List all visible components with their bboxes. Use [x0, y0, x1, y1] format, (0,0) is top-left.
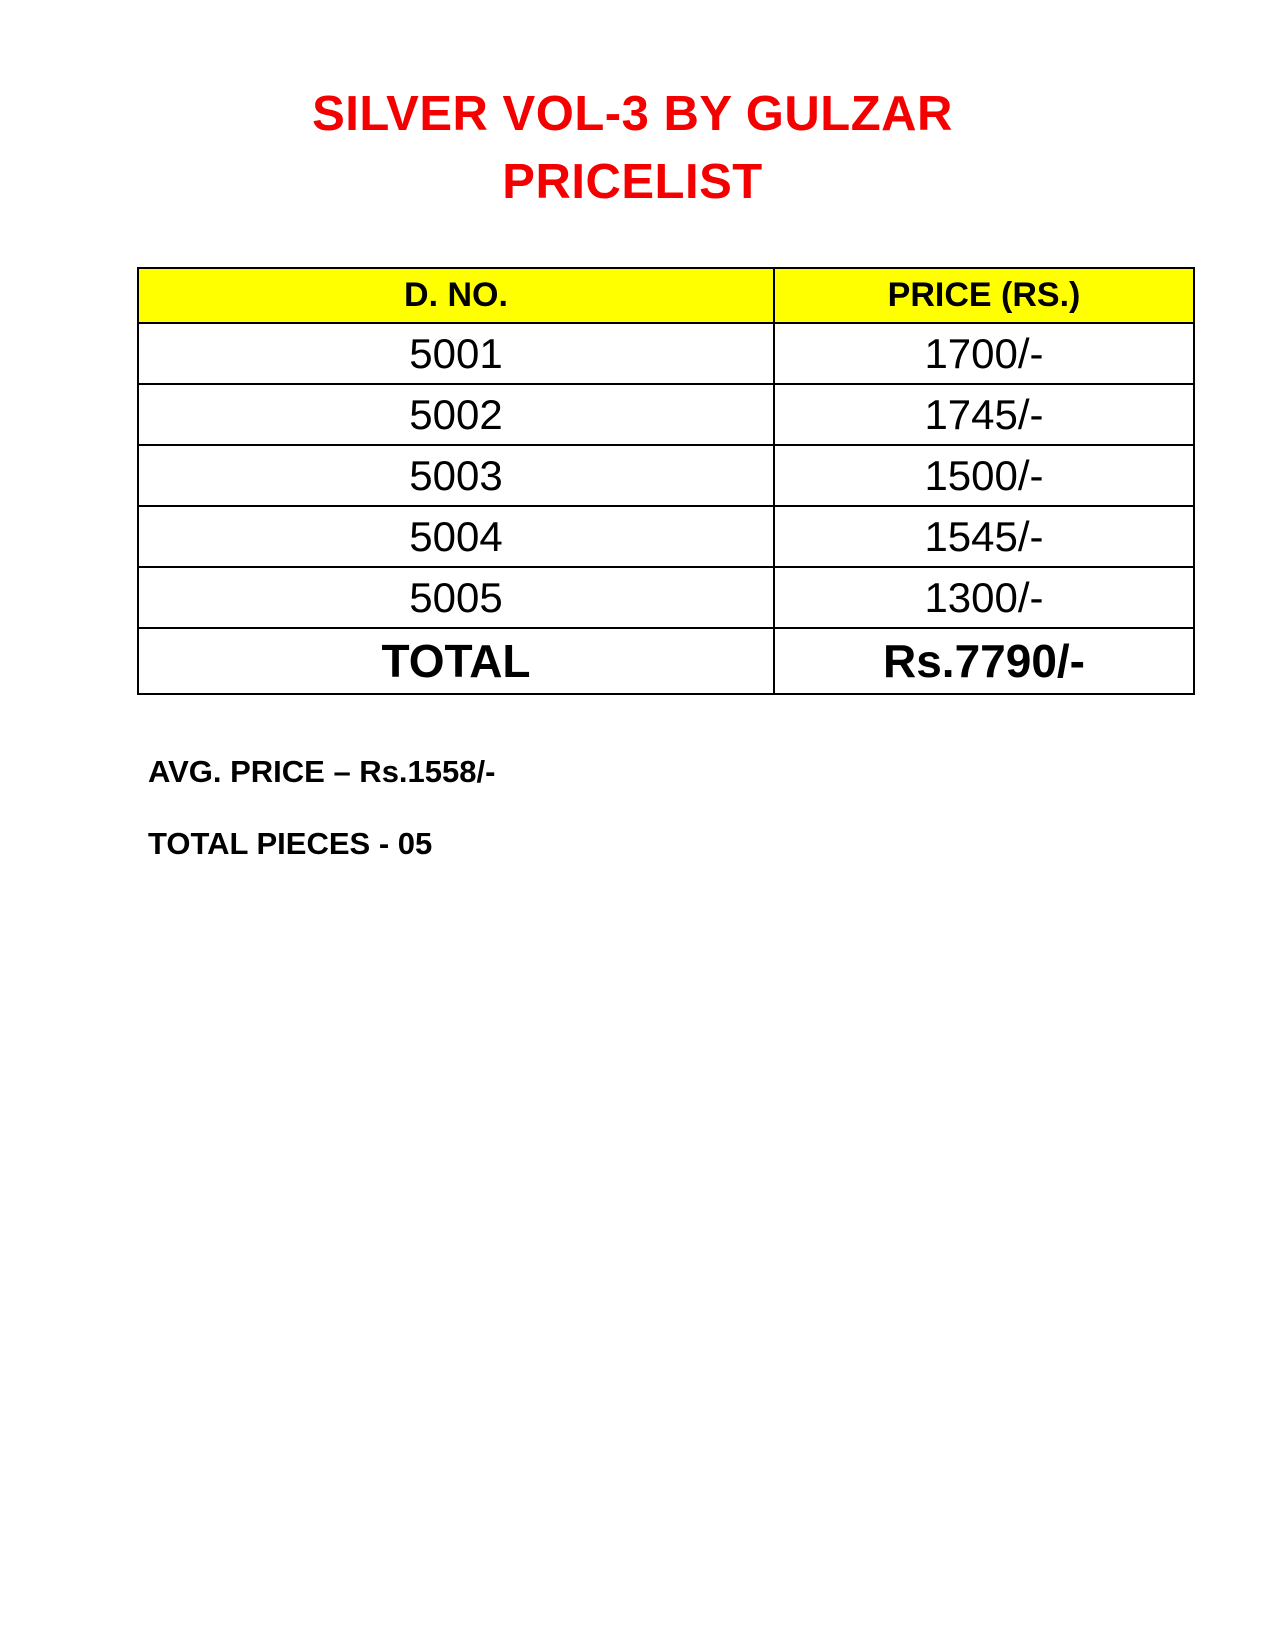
- table-header-row: [138, 268, 1194, 323]
- header-design-no: D. NO.: [138, 268, 774, 323]
- document-title: [0, 80, 1275, 216]
- price-cell: 1300/-: [774, 567, 1194, 628]
- table-row: [138, 384, 1194, 445]
- table-row: [138, 506, 1194, 567]
- design-no-cell: 5001: [138, 323, 774, 384]
- price-cell: 1700/-: [774, 323, 1194, 384]
- price-cell: 1745/-: [774, 384, 1194, 445]
- design-no-cell: 5004: [138, 506, 774, 567]
- total-value: Rs.7790/-: [774, 628, 1194, 694]
- total-pieces: TOTAL PIECES - 05: [148, 826, 433, 861]
- design-no-cell: 5002: [138, 384, 774, 445]
- title-line-1: SILVER VOL-3 BY GULZAR: [312, 87, 953, 141]
- title-line-2: PRICELIST: [502, 155, 763, 209]
- header-price: PRICE (RS.): [774, 268, 1194, 323]
- design-no-cell: 5003: [138, 445, 774, 506]
- total-label: TOTAL: [138, 628, 774, 694]
- table-row: [138, 445, 1194, 506]
- total-row: [138, 628, 1194, 694]
- table-row: [138, 323, 1194, 384]
- table-row: [138, 567, 1194, 628]
- average-price: AVG. PRICE – Rs.1558/-: [148, 754, 496, 789]
- price-cell: 1545/-: [774, 506, 1194, 567]
- price-table: [137, 267, 1195, 695]
- price-cell: 1500/-: [774, 445, 1194, 506]
- design-no-cell: 5005: [138, 567, 774, 628]
